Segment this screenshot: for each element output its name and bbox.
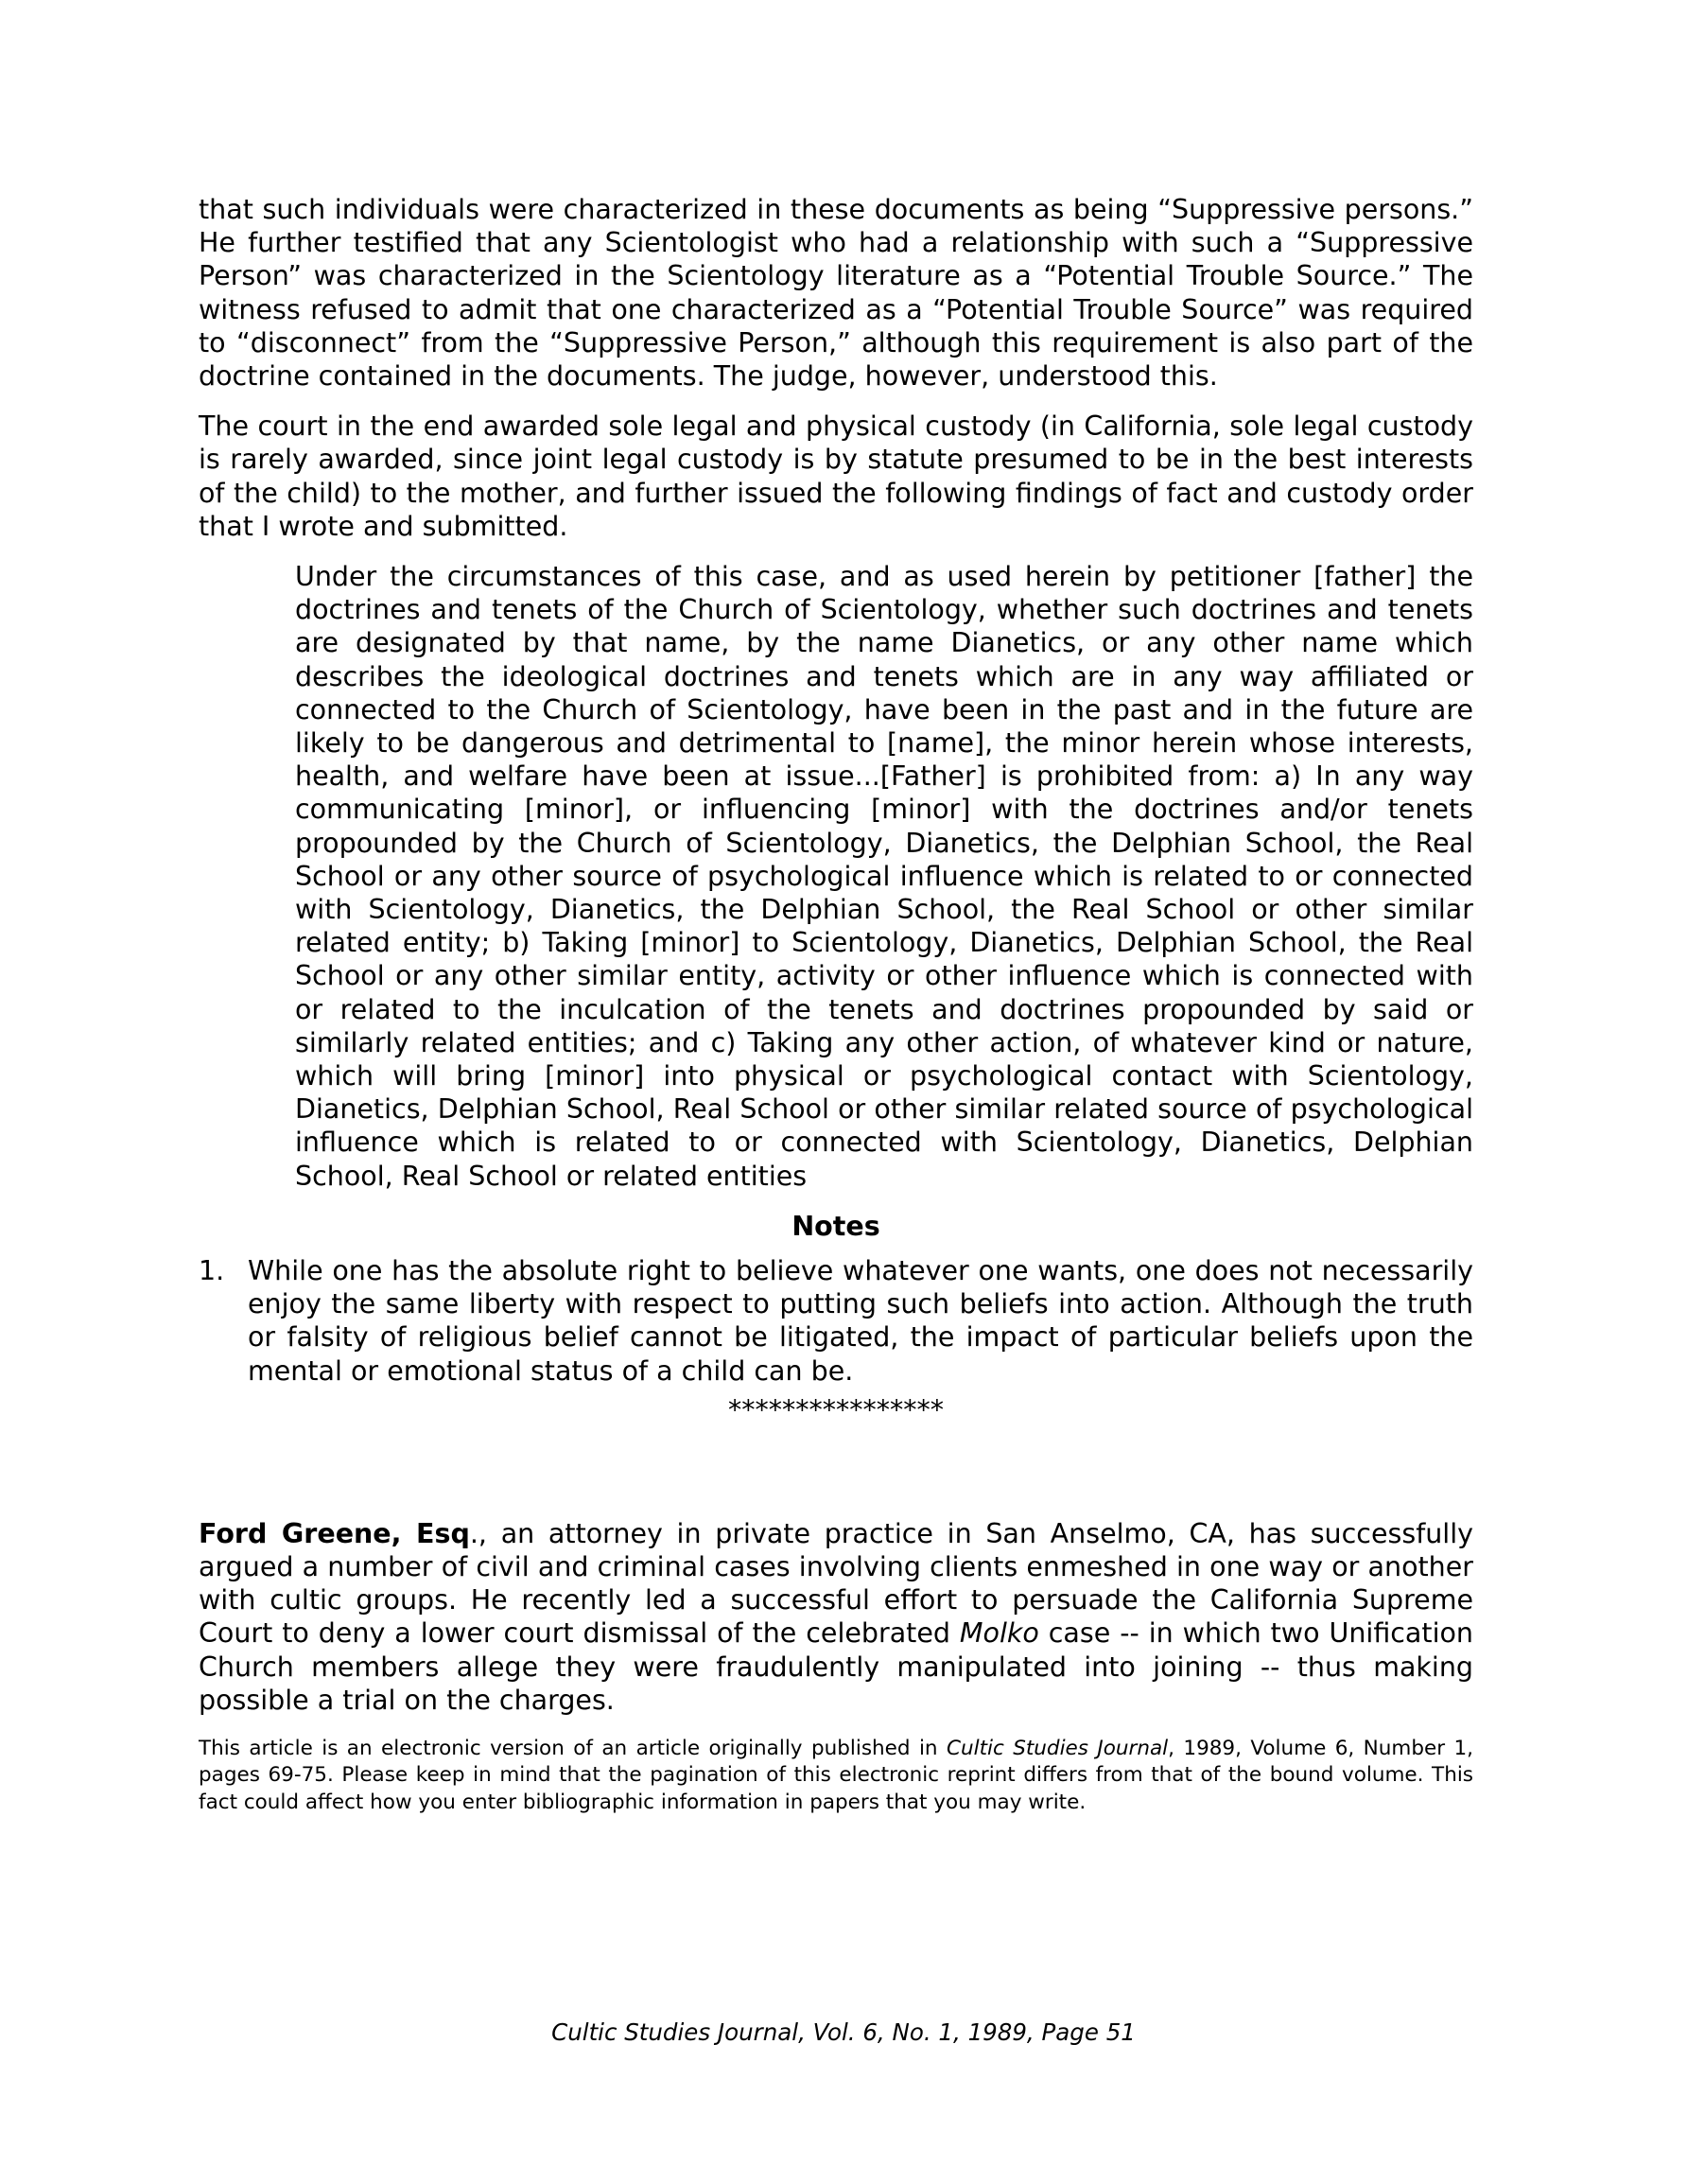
custody-order-quote: Under the circumstances of this case, and as used herein by petitioner [father] the doctrines and tenets of the Church of Scientology, whether such doctrines and tenets are designated by that name, by the name Dianetics, or any other name which describes the ideological doctrines and tenets which are in any way affiliated or connected to the Church of Scientology, have been in the past and in the future are likely to be dangerous and detrimental to [name], the minor herein whose interests, health, and welfare have been at issue...[Father] is prohibited from: a) In any way communicating [minor], or influencing [minor] with the doctrines and/or tenets propounded by the Church of Scientology, Dianetics, the Delphian School, the Real School or any other source of psychological influence which is related to or connected with Scientology, Dianetics, the Delphian School, the Real School or other similar related entity; b) Taking [minor] to Scientology, Dianetics, Delphian School, the Real School or any other similar entity, activity or other influence which is connected with or related to the inculcation of the tenets and doctrines propounded by said or similarly related entities; and c) Taking any other action, of whatever kind or nature, which will bring [minor] into physical or psychological contact with Scientology, Dianetics, Delphian School, Real School or other similar related source of psychological influence which is related to or connected with Scientology, Dianetics, Delphian School, Real School or related entities (295, 561, 1473, 1192)
document-page (199, 193, 1473, 1816)
reprint-text-end: , 1989, Volume 6, Number 1, pages 69-75. Please keep in mind that the pagination of this electronic reprint differs from that of the bound volume. This fact could affect how you enter bibliographic information in papers that you may write. (199, 1736, 1473, 1814)
reprint-notice (199, 1736, 1473, 1817)
note-text: While one has the absolute right to believe whatever one wants, one does not necessarily enjoy the same liberty with respect to putting such beliefs into action. Although the truth or falsity of religious belief cannot be litigated, the impact of particular beliefs upon the mental or emotional status of a child can be. (248, 1254, 1473, 1387)
note-number: 1. (199, 1254, 225, 1286)
body-paragraph: The court in the end awarded sole legal and physical custody (in California, sole legal custody is rarely awarded, since joint legal custody is by statute presumed to be in the best interests of the child) to the mother, and further issued the following findings of fact and custody order that I wrote and submitted. (199, 411, 1473, 542)
note-item (199, 1254, 1473, 1388)
reprint-text: This article is an electronic version of an article originally published in (199, 1736, 947, 1760)
body-paragraph: that such individuals were characterized in these documents as being “Suppressive persons.” He further testified that any Scientologist who had a relationship with such a “Suppressive Person” was characterized in the Scientology literature as a “Potential Trouble Source.” The witness refused to admit that one characterized as a “Potential Trouble Source” was required to “disconnect” from the “Suppressive Person,” although this requirement is also part of the doctrine contained in the documents. The judge, however, understood this. (199, 194, 1473, 393)
journal-title: Cultic Studies Journal (946, 1736, 1169, 1760)
case-name: Molko (959, 1617, 1039, 1650)
bio-text-end: case -- in which two Unification Church members allege they were fraudulently manipulated into joining -- thus making possible a trial on the charges. (199, 1617, 1473, 1716)
section-separator: **************** (728, 1393, 944, 1425)
notes-heading: Notes (791, 1210, 880, 1242)
author-bio (199, 1517, 1473, 1717)
author-name: Ford Greene, Esq (199, 1517, 470, 1549)
bio-text: ., an attorney in private practice in San Anselmo, CA, has successfully argued a number of civil and criminal cases involving clients enmeshed in one way or another with cultic groups. He recently led a successful effort to persuade the California Supreme Court to deny a lower court dismissal of the celebrated (199, 1517, 1473, 1650)
page-footer: Cultic Studies Journal, Vol. 6, No. 1, 1989, Page 51 (551, 2018, 1136, 2046)
